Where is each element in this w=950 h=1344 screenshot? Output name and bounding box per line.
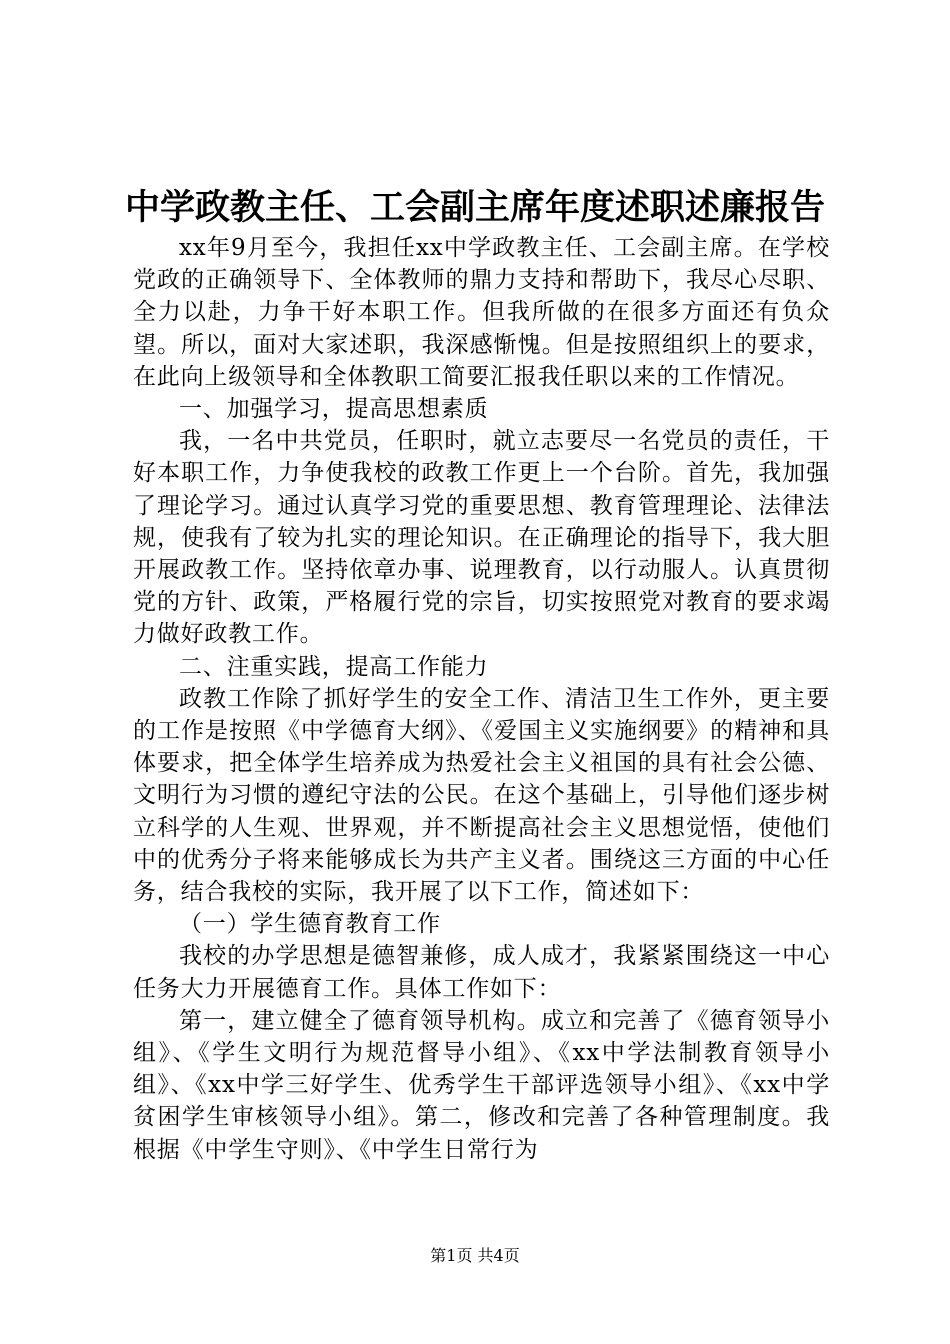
- paragraph-school-thought: 我校的办学思想是德智兼修，成人成才，我紧紧围绕这一中心任务大力开展德育工作。具体工作如下：: [133, 943, 830, 1002]
- paragraph-practice: 政教工作除了抓好学生的安全工作、清洁卫生工作外，更主要的工作是按照《中学德育大纲》、《爱国主义实施纲要》的精神和具体要求，把全体学生培养成为热爱社会主义祖国的具有社会公德、文明行为习惯的遵纪守法的公民。在这个基础上，引导他们逐步树立科学的人生观、世界观，并不断提高社会主义思想觉悟，使他们中的优秀分子将来能够成长为共产主义者。围绕这三方面的中心任务，结合我校的实际，我开展了以下工作，简述如下：: [133, 685, 830, 906]
- paragraph-study: 我，一名中共党员，任职时，就立志要尽一名党员的责任，干好本职工作，力争使我校的政教工作更上一个台阶。首先，我加强了理论学习。通过认真学习党的重要思想、教育管理理论、法律法规，使我有了较为扎实的理论知识。在正确理论的指导下，我大胆开展政教工作。坚持依章办事、说理教育，以行动服人。认真贯彻党的方针、政策，严格履行党的宗旨，切实按照党对教育的要求竭力做好政教工作。: [133, 428, 830, 648]
- paragraph-measures: 第一，建立健全了德育领导机构。成立和完善了《德育领导小组》、《学生文明行为规范督导小组》、《xx中学法制教育领导小组》、《xx中学三好学生、优秀学生干部评选领导小组》、《xx中学贫困学生审核领导小组》。第二，修改和完善了各种管理制度。我根据《中学生守则》、《中学生日常行为: [133, 1007, 830, 1163]
- subsection-heading-1: （一）学生德育教育工作: [179, 911, 441, 938]
- document-title: 中学政教主任、工会副主席年度述职述廉报告: [124, 187, 825, 228]
- section-heading-1: 一、加强学习，提高思想素质: [179, 396, 489, 423]
- section-heading-2: 二、注重实践，提高工作能力: [179, 653, 489, 680]
- paragraph-intro: xx年9月至今，我担任xx中学政教主任、工会副主席。在学校党政的正确领导下、全体教师的鼎力支持和帮助下，我尽心尽职、全力以赴，力争干好本职工作。但我所做的在很多方面还有负众望。所以，面对大家述职，我深感惭愧。但是按照组织上的要求，在此向上级领导和全体教职工简要汇报我任职以来的工作情况。: [133, 235, 830, 390]
- page-footer: 第1页 共4页: [430, 1246, 520, 1265]
- document-body: [133, 232, 830, 1166]
